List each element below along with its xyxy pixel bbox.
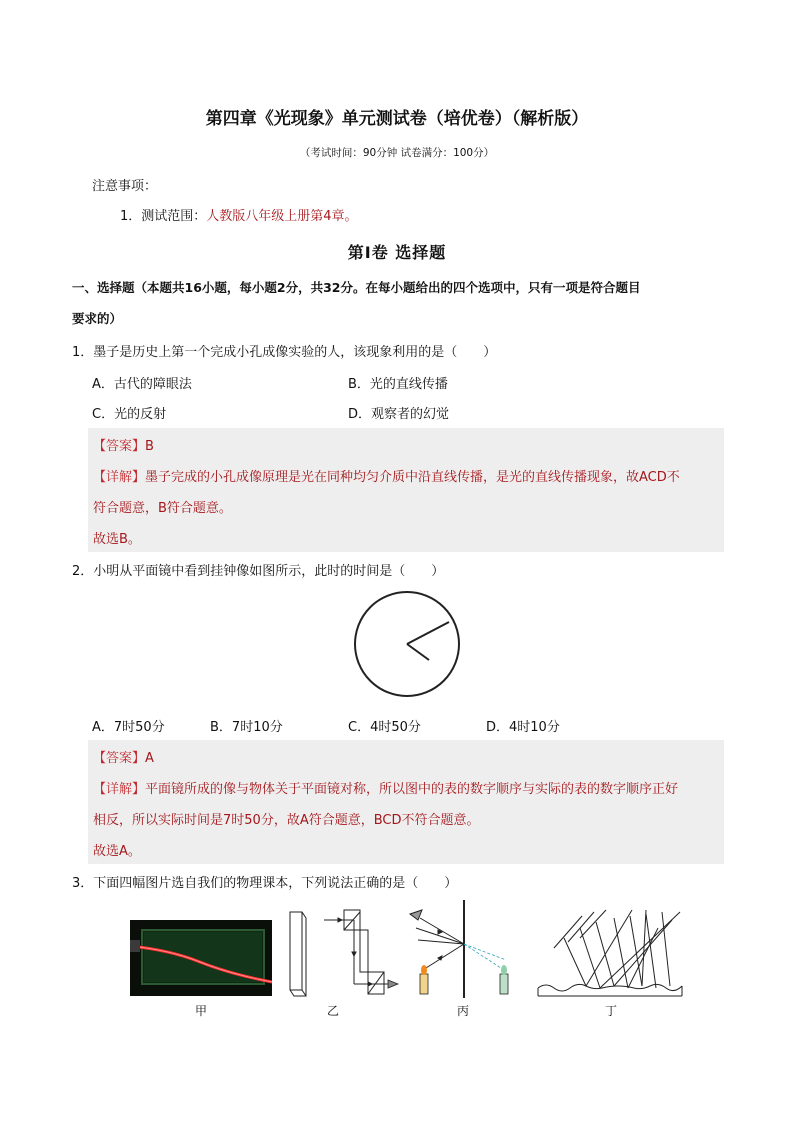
figure-jia-laser-photo <box>130 920 272 996</box>
section-heading-line2: 要求的） <box>72 311 123 326</box>
figure-ding-diffuse-reflection <box>534 908 686 1000</box>
section-title: 第Ⅰ卷 选择题 <box>347 243 447 262</box>
figure-label-yi: 乙 <box>326 1004 339 1018</box>
q1-detail-text: 墨子完成的小孔成像原理是光在同种均匀介质中沿直线传播，是光的直线传播现象，故ACD不 <box>145 470 680 485</box>
clock-minute-hand <box>407 622 449 644</box>
notes-item-1-prefix: 1．测试范围： <box>120 209 207 224</box>
notes-item-1-value: 人教版八年级上册第4章。 <box>206 209 358 224</box>
q1-option-c: C．光的反射 <box>92 407 167 422</box>
q1-option-d: D．观察者的幻觉 <box>348 407 450 422</box>
q1-answer <box>93 435 154 454</box>
q1-detail-line2: 符合题意，B符合题意。 <box>93 501 232 516</box>
q2-option-d: D．4时10分 <box>486 720 560 735</box>
q1-answer-tag: 【答案】 <box>93 439 146 454</box>
figure-bing-mirror-candle <box>404 900 520 1000</box>
q2-stem: 2．小明从平面镜中看到挂钟像如图所示，此时的时间是（ ） <box>72 564 445 579</box>
q1-conclusion: 故选B。 <box>93 532 141 547</box>
notes-heading: 注意事项： <box>92 179 158 194</box>
q2-answer-value: A <box>145 751 154 766</box>
notes-item-1 <box>120 205 358 224</box>
q2-answer <box>93 747 154 766</box>
q2-answer-tag: 【答案】 <box>93 751 146 766</box>
q1-detail-line1 <box>93 466 680 485</box>
clock-hour-hand <box>407 644 429 660</box>
q2-option-c: C．4时50分 <box>348 720 421 735</box>
figure-label-jia: 甲 <box>194 1004 207 1018</box>
q2-detail-line1 <box>93 778 678 797</box>
q1-answer-value: B <box>145 439 154 454</box>
figure-label-bing: 丙 <box>456 1004 469 1018</box>
q2-detail-text: 平面镜所成的像与物体关于平面镜对称，所以图中的表的数字顺序与实际的表的数字顺序正好 <box>145 782 679 797</box>
q2-conclusion: 故选A。 <box>93 844 141 859</box>
exam-info: （考试时间：90分钟 试卷满分：100分） <box>299 147 495 159</box>
q2-answer-box <box>88 740 724 864</box>
q2-option-a: A．7时50分 <box>92 720 165 735</box>
q3-stem: 3．下面四幅图片选自我们的物理课本，下列说法正确的是（ ） <box>72 876 458 891</box>
mirror-clock-figure <box>352 590 464 702</box>
q1-stem: 1．墨子是历史上第一个完成小孔成像实验的人，该现象利用的是（ ） <box>72 345 497 360</box>
section-heading-line1: 一、选择题（本题共16小题，每小题2分，共32分。在每小题给出的四个选项中，只有一项是符合题目 <box>72 280 641 295</box>
q1-answer-box <box>88 428 724 552</box>
q1-option-a: A．古代的障眼法 <box>92 377 192 392</box>
q2-option-b: B．7时10分 <box>210 720 283 735</box>
figure-label-ding: 丁 <box>604 1004 617 1018</box>
q1-detail-tag: 【详解】 <box>93 470 146 485</box>
q2-detail-tag: 【详解】 <box>93 782 146 797</box>
page-title: 第四章《光现象》单元测试卷（培优卷）（解析版） <box>205 109 589 129</box>
q2-detail-line2: 相反，所以实际时间是7时50分，故A符合题意，BCD不符合题意。 <box>93 813 480 828</box>
figure-yi-periscope <box>284 908 404 1000</box>
q1-option-b: B．光的直线传播 <box>348 377 448 392</box>
